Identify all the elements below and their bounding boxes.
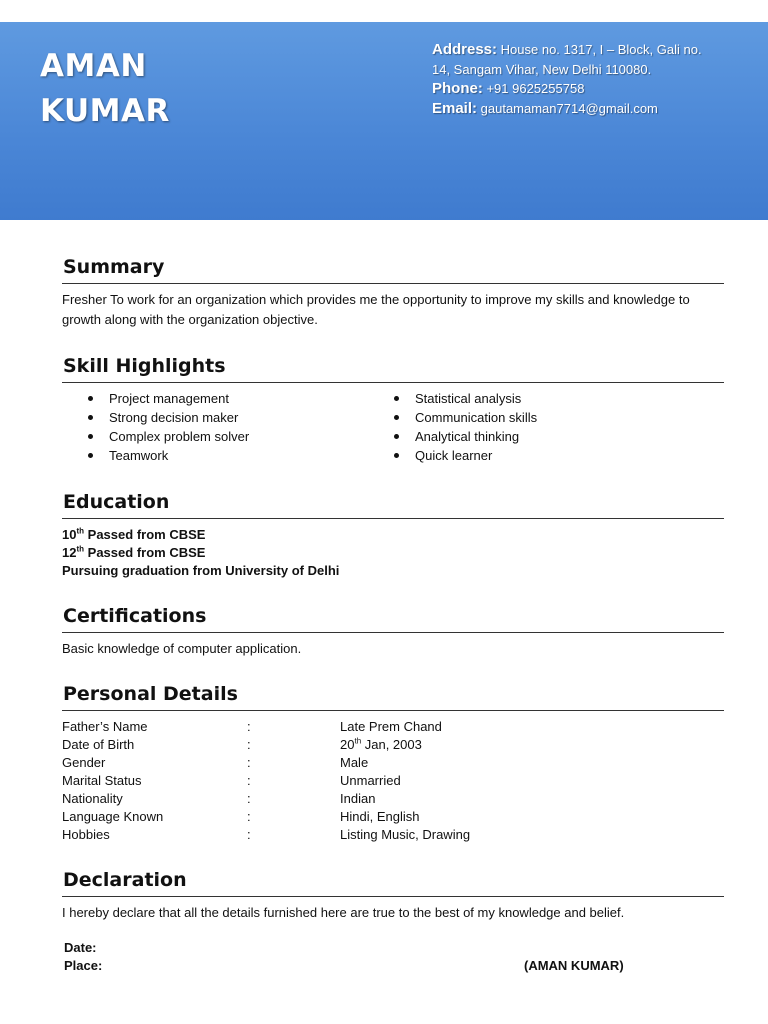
skill-item: Strong decision maker — [86, 408, 249, 427]
declaration-text: I hereby declare that all the details furnished here are true to the best of my knowledge and belief. — [62, 905, 625, 920]
skills-section — [62, 354, 724, 469]
personal-row: Hobbies : Listing Music, Drawing — [62, 827, 471, 842]
declaration-title: Declaration — [62, 868, 724, 897]
education-section — [62, 490, 724, 580]
certifications-title: Certifications — [62, 604, 724, 633]
education-item: 12th Passed from CBSE — [62, 544, 206, 560]
personal-row: Date of Birth : 20th Jan, 2003 — [62, 736, 422, 752]
contact-block — [432, 40, 732, 118]
phone-label: Phone: — [432, 80, 483, 97]
skill-item: Statistical analysis — [392, 389, 537, 408]
personal-section — [62, 682, 724, 844]
date-label: Date: — [64, 940, 97, 955]
personal-row: Language Known : Hindi, English — [62, 809, 420, 824]
address-label: Address: — [432, 41, 498, 58]
name-line-2: KUMAR — [40, 93, 170, 129]
certifications-text: Basic knowledge of computer application. — [62, 641, 302, 656]
address-value-1: House no. 1317, I – Block, Gali no. — [500, 42, 702, 57]
certifications-section — [62, 604, 724, 659]
summary-title: Summary — [62, 255, 724, 284]
education-list — [62, 526, 724, 580]
candidate-name — [40, 44, 170, 134]
summary-text: Fresher To work for an organization which provides me the opportunity to improve my skills and knowledge to growth along with the organization objective. — [62, 292, 690, 327]
personal-row: Marital Status : Unmarried — [62, 773, 401, 788]
personal-row: Nationality : Indian — [62, 791, 376, 806]
education-item: 10th Passed from CBSE — [62, 526, 206, 542]
skill-item: Quick learner — [392, 446, 537, 465]
skill-item: Communication skills — [392, 408, 537, 427]
skills-left-column — [86, 389, 249, 465]
personal-title: Personal Details — [62, 682, 724, 711]
education-title: Education — [62, 490, 724, 519]
education-item: Pursuing graduation from University of Delhi — [62, 563, 340, 578]
address-value-2: 14, Sangam Vihar, New Delhi 110080. — [432, 61, 652, 77]
email-value: gautamaman7714@gmail.com — [480, 100, 658, 116]
skill-item: Project management — [86, 389, 249, 408]
skill-item: Complex problem solver — [86, 427, 249, 446]
phone-line — [432, 79, 732, 99]
personal-row: Father’s Name : Late Prem Chand — [62, 719, 442, 734]
skill-item: Analytical thinking — [392, 427, 537, 446]
summary-section — [62, 255, 724, 330]
skills-title: Skill Highlights — [62, 354, 724, 383]
personal-table — [62, 718, 724, 844]
name-line-1: AMAN — [40, 48, 147, 84]
personal-row: Gender : Male — [62, 755, 369, 770]
signature-name: (AMAN KUMAR) — [524, 958, 624, 973]
skills-list — [62, 389, 724, 469]
skills-right-column — [392, 389, 537, 465]
skill-item: Teamwork — [86, 446, 249, 465]
declaration-section — [62, 868, 724, 923]
email-line — [432, 99, 732, 119]
address-line-1 — [432, 40, 732, 60]
email-label: Email: — [432, 99, 478, 117]
phone-value: +91 9625255758 — [486, 81, 585, 96]
place-label: Place: — [64, 958, 103, 973]
